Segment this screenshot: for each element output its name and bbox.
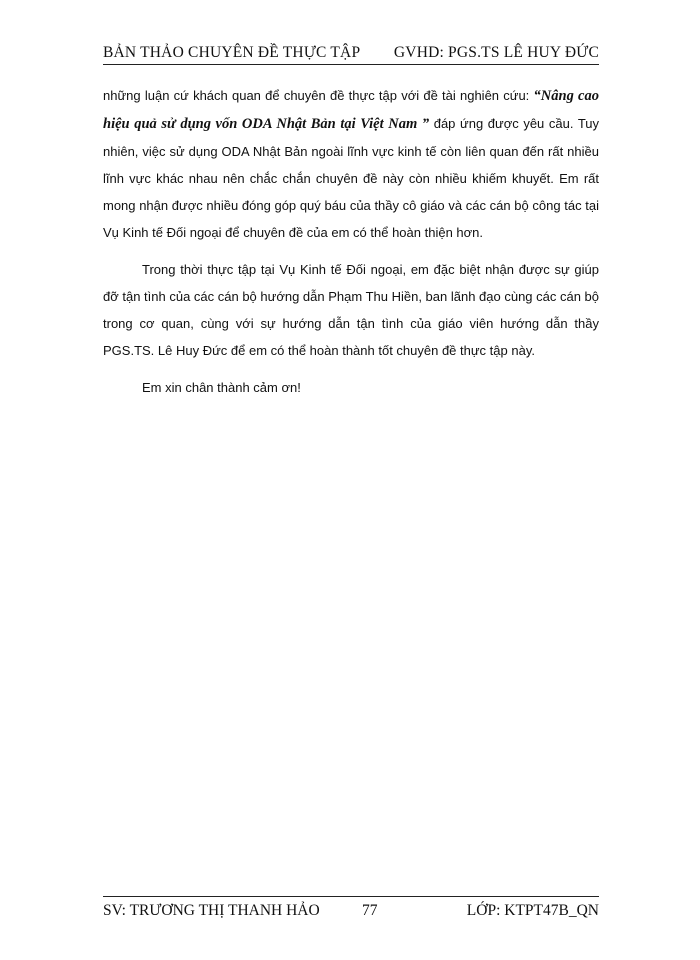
paragraph-thanks: Em xin chân thành cảm ơn! bbox=[142, 380, 301, 395]
paragraph-conclusion-rest: đáp ứng được yêu cầu. Tuy nhiên, việc sử dụng ODA Nhật Bản ngoài lĩnh vực kinh tế còn liên quan đến rất nhiều lĩnh vực khác nhau nên chắc chắn chuyên đề này còn nhiều khiếm khuyết. Em rất mong nhận được nhiều đóng góp quý báu của thầy cô giáo và các cán bộ công tác tại Vụ Kinh tế Đối ngoại để chuyên đề của em có thể hoàn thiện hơn. bbox=[103, 116, 600, 240]
paragraph-conclusion bbox=[103, 82, 599, 246]
page-footer bbox=[103, 896, 599, 924]
header-supervisor: GVHD: PGS.TS LÊ HUY ĐỨC bbox=[393, 44, 599, 61]
paragraph-conclusion-intro: những luận cứ khách quan để chuyên đề thực tập với đề tài nghiên cứu: bbox=[103, 88, 534, 103]
footer-class: LỚP: KTPT47B_QN bbox=[466, 902, 599, 919]
header-document-title: BẢN THẢO CHUYÊN ĐỀ THỰC TẬP bbox=[103, 44, 361, 61]
research-topic-title: “Nâng cao hiệu quả sử dụng vốn ODA Nhật Bản tại Việt Nam ” bbox=[103, 88, 599, 132]
footer-student-name: SV: TRƯƠNG THỊ THANH HẢO bbox=[103, 902, 320, 919]
paragraph-acknowledgement: Trong thời thực tập tại Vụ Kinh tế Đối ngoại, em đặc biệt nhận được sự giúp đỡ tận tình của các cán bộ hướng dẫn Phạm Thu Hiền, ban lãnh đạo cùng các cán bộ trong cơ quan, cùng với sự hướng dẫn tận tình của giáo viên hướng dẫn thầy PGS.TS. Lê Huy Đức để em có thể hoàn thành tốt chuyên đề thực tập này. bbox=[103, 262, 600, 358]
page-body bbox=[103, 82, 599, 401]
footer-page-number: 77 bbox=[362, 902, 378, 919]
page-header bbox=[103, 40, 599, 65]
